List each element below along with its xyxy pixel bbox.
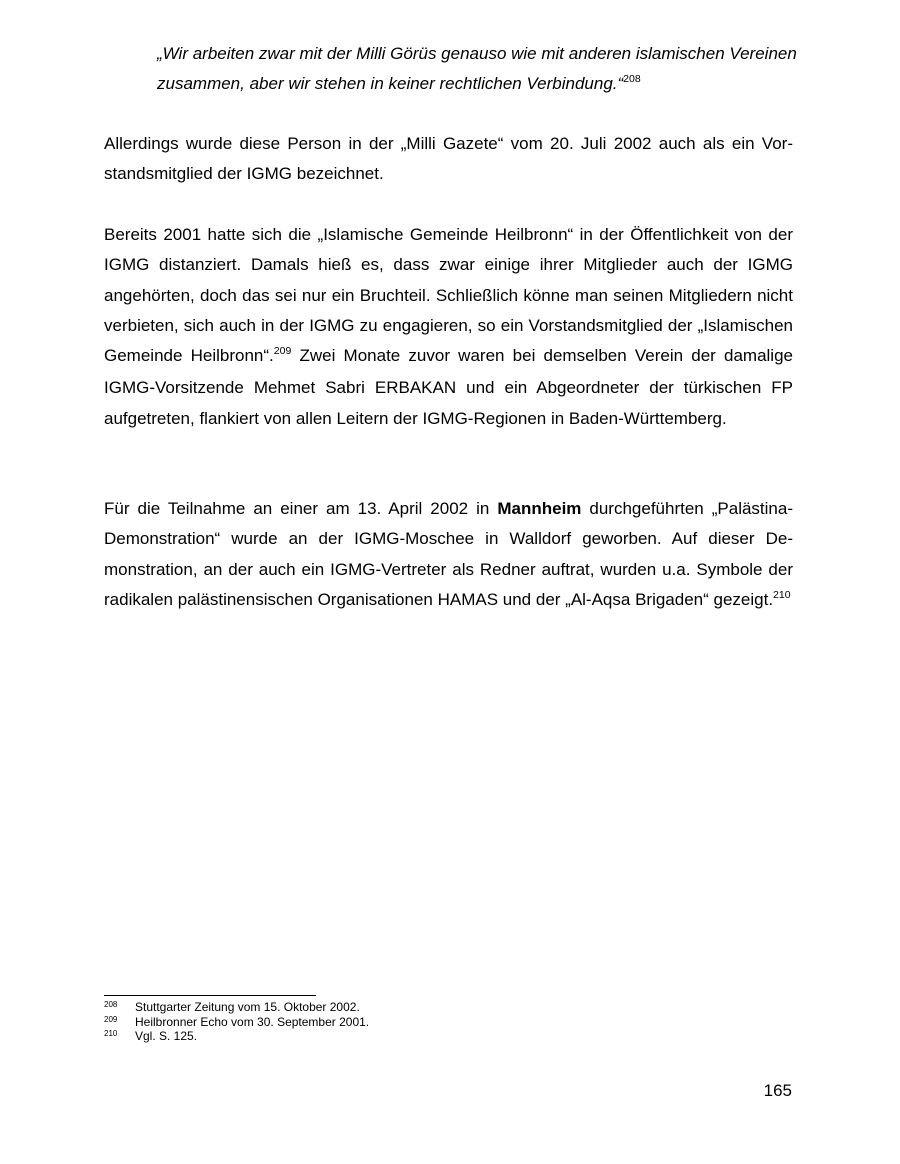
paragraph-3 — [104, 494, 793, 617]
paragraph-3-text-a: Für die Teilnahme an einer am 13. April 2002 in — [104, 499, 498, 518]
footnote-number: 208 — [104, 1000, 118, 1009]
footnote-210 — [104, 1029, 704, 1044]
footnote-number: 209 — [104, 1014, 118, 1024]
block-quote — [157, 39, 797, 101]
paragraph-2 — [104, 220, 793, 434]
page-number: 165 — [763, 1081, 792, 1100]
footnote-208 — [104, 1000, 704, 1015]
footnote-text: Stuttgarter Zeitung vom 15. Oktober 2002. — [135, 1000, 360, 1014]
footnote-separator — [104, 995, 316, 996]
paragraph-2-text-b: Zwei Monate zuvor waren bei demselben Verein der damalige IGMG-Vorsitzende Mehmet Sabri ERBAKAN und ein Abgeordneter der türkischen FP aufgetreten, flankiert von allen Leitern der IGMG-Regionen in Baden-Württemberg. — [104, 346, 793, 428]
paragraph-1 — [104, 129, 793, 190]
paragraph-2-text-a: Bereits 2001 hatte sich die „Islamische Gemeinde Heilbronn“ in der Öffentlichkeit von der IGMG distanziert. Damals hieß es, dass zwar einige ihrer Mitglieder auch der IGMG angehörten, doch das sei nur ein Bruchteil. Schließlich könne man seinen Mitgliedern nicht verbieten, sich auch in der IGMG zu engagieren, so ein Vorstandsmitglied der „Islamischen Gemeinde Heilbronn“. — [104, 225, 793, 366]
footnote-text: Vgl. S. 125. — [135, 1029, 198, 1043]
footnote-209 — [104, 1015, 704, 1030]
footnote-ref-208: 208 — [623, 73, 641, 85]
footnote-ref-209: 209 — [273, 345, 292, 358]
paragraph-1-text: Allerdings wurde diese Person in der „Milli Gazete“ vom 20. Juli 2002 auch als ein Vorstandsmitglied der IGMG bezeichnet. — [104, 134, 793, 184]
quote-text: „Wir arbeiten zwar mit der Milli Görüs genauso wie mit anderen islamischen Vereinen zusammen, aber wir stehen in keiner rechtlichen Verbindung.“ — [157, 44, 797, 93]
footnotes — [104, 1000, 704, 1044]
paragraph-3-bold-city: Mannheim — [497, 499, 582, 518]
paragraph-3-text-b: durchgeführten „Palästina-Demonstration“ wurde an der IGMG-Moschee in Walldorf geworben. Auf dieser Demonstration, an der auch ein IGMG-Vertreter als Redner auftrat, wurden u.a. Symbole der radikalen palästinensischen Organisationen HAMAS und der „Al-Aqsa Brigaden“ gezeigt. — [104, 499, 793, 609]
footnote-ref-210: 210 — [773, 588, 791, 601]
footnote-text: Heilbronner Echo vom 30. September 2001. — [135, 1014, 370, 1029]
footnote-number: 210 — [104, 1029, 118, 1038]
